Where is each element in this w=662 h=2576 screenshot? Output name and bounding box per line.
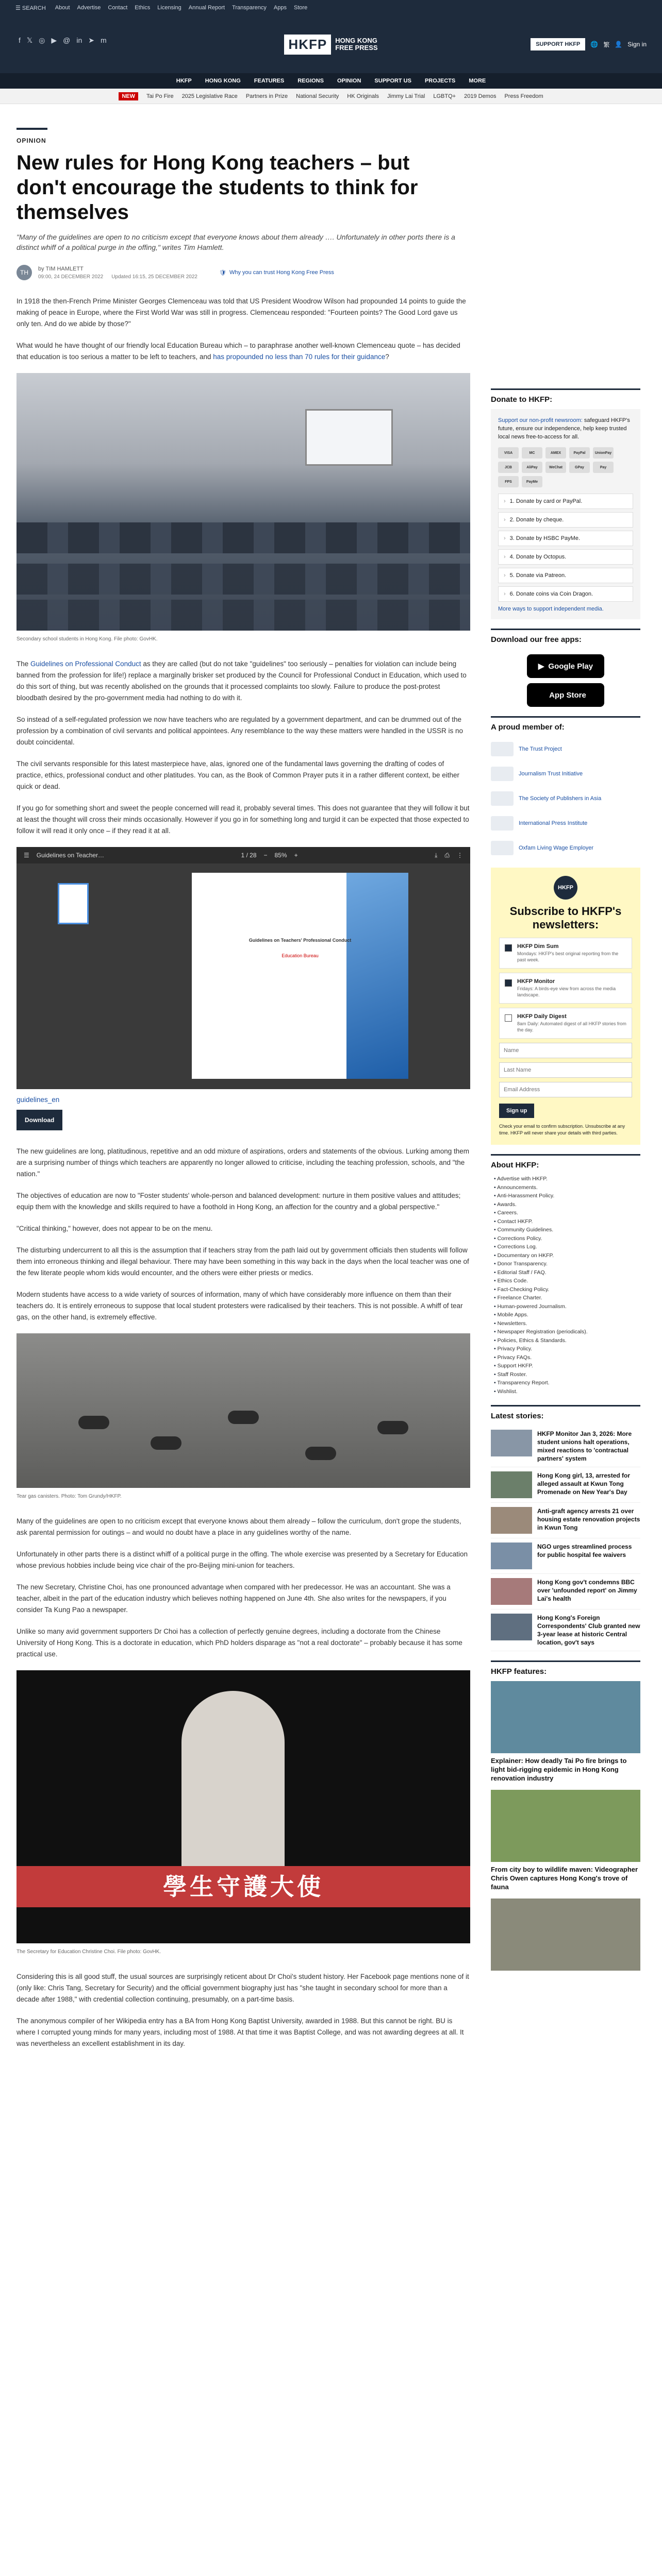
desk-row	[16, 600, 470, 631]
figure-caption: Tear gas canisters. Photo: Tom Grundy/HKFP.	[16, 1494, 122, 1499]
about-link[interactable]: • Donor Transparency.	[494, 1260, 640, 1268]
checkbox-checked[interactable]	[505, 944, 512, 952]
paragraph: Modern students have access to a wide variety of sources of information, many of which have considerably more influence on them than their teachers do. It is entirely erroneous to suppose that local student protesters were radicalised by their teachers. This is not possible. A whiff of tear gas, on the other hand, is extremely effective.	[16, 1291, 463, 1321]
latest-story[interactable]: NGO urges streamlined process for public hospital fee waivers	[491, 1538, 640, 1574]
canister	[305, 1447, 336, 1460]
checkbox-unchecked[interactable]	[505, 1014, 512, 1022]
top-link[interactable]: Advertise	[77, 5, 101, 11]
publish-date: 09:00, 24 DECEMBER 2022	[38, 274, 104, 280]
feature-card[interactable]: Explainer: How deadly Tai Po fire brings to light bid-rigging epidemic in Hong Kong renovation industry	[491, 1681, 640, 1783]
cover-graphic	[346, 873, 408, 1079]
donate-option[interactable]: › 4. Donate by Octopus.	[498, 549, 633, 565]
top-link[interactable]: Annual Report	[188, 5, 225, 11]
more-icon[interactable]: ⋮	[457, 852, 464, 859]
paragraph: Unlike so many avid government supporters Dr Choi has a collection of perfectly genuine degrees, including a doctorate from the Chinese University of Hong Kong. This is a doctorate in education, which PhD holders disparage as "not a real doctorate" – probably because it has some practical use.	[16, 1628, 462, 1658]
support-button[interactable]: SUPPORT HKFP	[531, 38, 585, 50]
paragraph: In 1918 the then-French Prime Minister Georges Clemenceau was told that US President Woodrow Wilson had propounded 14 points to guide the making of peace in Europe, where the First World War was still in progress. Clemenceau responded: "Fourteen points? The Good Lord gave us only ten. And do we abide by those?"	[16, 297, 466, 328]
instagram-icon[interactable]: ◎	[39, 36, 45, 44]
paragraph: The anonymous compiler of her Wikipedia entry has a BA from Hong Kong Baptist University, awarded in 1988. But this cannot be right. BU is where I corrupted young minds for many years, including most of 1988. At that time it was Baptist College, and was not awarding degrees at all. It was nevertheless an excellent establishment in its day.	[16, 2017, 464, 2047]
about-link[interactable]: • Announcements.	[494, 1183, 640, 1192]
story-thumbnail	[491, 1578, 532, 1605]
paragraph: Considering this is all good stuff, the usual sources are surprisingly reticent about Dr Choi's student history. Her Facebook page mentions none of it (only like: Chris Tang, Secretary for Security) and the official government biography just has "she taught in secondary school for more than a decade after 1988," with credential collection continuing, presumably, on a part-time basis.	[16, 1973, 469, 2003]
name-input[interactable]	[499, 1043, 632, 1058]
figure-canisters	[16, 1333, 470, 1502]
trending-link[interactable]: Jimmy Lai Trial	[387, 93, 425, 99]
newsletter-fine-print: Check your email to confirm subscription. Unsubscribe at any time. HKFP will never share your details with third parties.	[499, 1124, 625, 1136]
applepay-icon: Pay	[593, 462, 614, 473]
pdf-page-indicator: 1 / 28	[241, 852, 257, 859]
hkfp-logo-small: HKFP	[554, 876, 577, 900]
desk-row	[16, 522, 470, 553]
latest-story[interactable]: Hong Kong's Foreign Correspondents' Club granted new 3-year lease at historic Central location, gov't says	[491, 1609, 640, 1651]
x-icon[interactable]: 𝕏	[26, 36, 33, 44]
mastercard-icon: MC	[522, 447, 542, 459]
member-logo[interactable]: International Press Institute	[491, 811, 640, 836]
linkedin-icon[interactable]: in	[76, 36, 82, 44]
about-link[interactable]: • Advertise with HKFP.	[494, 1175, 640, 1183]
paragraph: The new guidelines are long, platitudinous, repetitive and an odd mixture of aspirations, orders and statements of the obvious. Lurking among them are a surprising number of things which teachers are apparently no longer allowed to criticise, including the teaching profession, schools, and "the nation."	[16, 1147, 470, 1178]
about-link[interactable]: • Privacy FAQs.	[494, 1353, 640, 1362]
trending-link[interactable]: National Security	[296, 93, 339, 99]
author-name[interactable]: by TIM HAMLETT	[38, 265, 84, 272]
nav-item[interactable]: HKFP	[176, 78, 192, 84]
updated-date: Updated 16:15, 25 DECEMBER 2022	[111, 274, 197, 280]
about-link[interactable]: • Support HKFP.	[494, 1362, 640, 1370]
about-link[interactable]: • Newspaper Registration (periodicals).	[494, 1328, 640, 1336]
download-icon[interactable]: ⤓	[435, 852, 438, 859]
chevron-right-icon: ›	[504, 572, 506, 579]
page-content	[16, 128, 646, 2060]
top-bar	[0, 0, 662, 15]
canister	[228, 1411, 259, 1424]
trending-bar	[0, 89, 662, 104]
menu-icon[interactable]: ☰	[24, 852, 29, 859]
portrait-photo	[16, 1670, 470, 1943]
figure-portrait	[16, 1670, 470, 1958]
top-link[interactable]: Licensing	[157, 5, 181, 11]
youtube-icon[interactable]: ▶	[51, 36, 57, 44]
newsletter-option[interactable]: HKFP Daily Digest 8am Daily: Automated digest of all HKFP stories from the day.	[499, 1008, 632, 1039]
about-link[interactable]: • Human-powered Journalism.	[494, 1302, 640, 1311]
chevron-right-icon: ›	[504, 535, 506, 541]
desk-row	[16, 564, 470, 595]
latest-story[interactable]: Hong Kong girl, 13, arrested for alleged assault at Kwun Tong Promenade on New Year's Day	[491, 1467, 640, 1503]
mastodon-icon[interactable]: m	[101, 36, 107, 44]
language-toggle[interactable]: 繁	[603, 41, 610, 48]
figure-caption: Secondary school students in Hong Kong. File photo: GovHK.	[16, 636, 158, 642]
nav-item[interactable]: REGIONS	[297, 78, 324, 84]
signup-button[interactable]: Sign up	[499, 1104, 534, 1118]
shield-icon: 🛡	[219, 269, 226, 276]
nav-item[interactable]: PROJECTS	[424, 78, 456, 84]
feature-image	[491, 1790, 640, 1862]
pdf-cover-title: Guidelines on Teachers' Professional Conduct	[249, 938, 352, 943]
new-badge: NEW	[119, 92, 138, 100]
paragraph: Unfortunately in other parts there is a distinct whiff of a political purge in the offing. The whole exercise was presented by a Secretary for Education whose previous hobbies include being vice chair of the pro-Beijing mini-union for teachers.	[16, 1550, 468, 1569]
article-meta	[38, 274, 197, 280]
signin-link[interactable]: Sign in	[627, 41, 647, 48]
trending-link[interactable]: 2025 Legislative Race	[181, 93, 238, 99]
about-link[interactable]: • Transparency Report.	[494, 1379, 640, 1387]
zoom-out-icon[interactable]: −	[263, 852, 268, 859]
classroom-photo	[16, 373, 470, 631]
latest-story[interactable]: Anti-graft agency arrests 21 over housing estate renovation projects in Kwun Tong	[491, 1503, 640, 1538]
trending-link[interactable]: LGBTQ+	[433, 93, 456, 99]
top-link[interactable]: Store	[294, 5, 308, 11]
member-logo[interactable]: The Society of Publishers in Asia	[491, 786, 640, 811]
paragraph: Many of the guidelines are open to no criticism except that everyone knows about them already – follow the curriculum, don't grope the students, ask parental permission for outings – and would no doubt have a place in any guidelines worthy of the name.	[16, 1517, 461, 1536]
top-link[interactable]: Contact	[108, 5, 128, 11]
paragraph: The Guidelines on Professional Conduct as they are called (but do not take "guidelines" too seriously – penalties for violation can include being banned from the profession for life!) replace a marginally brisker set produced by the Council for Professional Conduct in Education, which used to do this sort of thing, but was recently abolished on the grounds that it processed complaints too slowly. Failure to produce the post-protest bloodbath desired by the pro-government media had nothing to do with it.	[16, 660, 467, 702]
paragraph: So instead of a self-regulated profession we now have teachers who are regulated by a government department, and can be drummed out of the profession by a combination of civil servants and political appointees. Any resemblance to the way these matters were handled in the USSR is no doubt coincidental.	[16, 716, 463, 746]
figure-classroom	[16, 373, 470, 645]
top-link[interactable]: Transparency	[232, 5, 267, 11]
donate-box	[491, 409, 640, 619]
nav-item[interactable]: SUPPORT US	[374, 78, 411, 84]
about-link[interactable]: • Editorial Staff / FAQ.	[494, 1268, 640, 1277]
gpay-icon: GPay	[569, 462, 590, 473]
sopa-icon	[491, 791, 514, 806]
unionpay-icon: UnionPay	[593, 447, 614, 459]
paragraph: The new Secretary, Christine Choi, has one pronounced advantage when compared with her predecessor. He was an accountant. She was a teacher, albeit in the part of the education industry which believes nothing happened on June 4th. She also writes for the newspapers, if you consider Ta Kung Pao a newspaper.	[16, 1583, 451, 1614]
top-nav	[55, 5, 308, 11]
about-link[interactable]: • Policies, Ethics & Standards.	[494, 1336, 640, 1345]
main-nav	[0, 73, 662, 89]
features-heading: HKFP features:	[491, 1660, 640, 1681]
story-thumbnail	[491, 1471, 532, 1498]
speaker-figure	[181, 1691, 285, 1887]
pdf-page	[192, 873, 408, 1079]
story-thumbnail	[491, 1543, 532, 1569]
about-heading: About HKFP:	[491, 1154, 640, 1175]
more-ways-link[interactable]: More ways to support independent media.	[498, 606, 604, 612]
checkbox-checked[interactable]	[505, 979, 512, 987]
latest-heading: Latest stories:	[491, 1405, 640, 1426]
paypal-icon: PayPal	[569, 447, 590, 459]
about-list	[491, 1175, 640, 1396]
about-link[interactable]: • Mobile Apps.	[494, 1311, 640, 1319]
zoom-in-icon[interactable]: +	[294, 852, 298, 859]
top-link[interactable]: Ethics	[135, 5, 151, 11]
about-link[interactable]: • Anti-Harassment Policy.	[494, 1192, 640, 1200]
member-heading: A proud member of:	[491, 716, 640, 737]
article-title: New rules for Hong Kong teachers – but don't encourage the students to think for themselves	[16, 151, 418, 224]
pdf-filename: Guidelines on Teacher…	[36, 852, 104, 859]
donate-link[interactable]: Support our non-profit newsroom:	[498, 417, 583, 423]
paragraph: The civil servants responsible for this latest masterpiece have, alas, ignored one of the fundamental laws governing the drafting of codes of practice, ethics, professional conduct and other platitudes. You can, as the Book of Common Prayer puts it in a rather different context, be either quick or dead.	[16, 760, 459, 790]
trust-label: Why you can trust Hong Kong Free Press	[229, 269, 334, 276]
oxfam-icon	[491, 841, 514, 855]
paragraph: The objectives of education are now to "Foster students' whole-person and balanced development: nurture in them positive values and attitudes; equip them with the knowledge and skills required to have a foothold in Hong Kong, an affection for the country and a global perspective."	[16, 1192, 461, 1211]
nav-item[interactable]: MORE	[469, 78, 486, 84]
google-play-button[interactable]: ▶ Google Play	[527, 654, 604, 678]
threads-icon[interactable]: @	[63, 36, 71, 44]
search-link[interactable]: ☰ SEARCH	[15, 5, 46, 11]
newsletter-option[interactable]: HKFP Monitor Fridays: A birds-eye view from across the media landscape.	[499, 973, 632, 1004]
visa-icon: VISA	[498, 447, 519, 459]
alipay-icon: AliPay	[522, 462, 542, 473]
inline-link[interactable]: Guidelines on Professional Conduct	[30, 660, 141, 668]
play-icon: ▶	[538, 662, 544, 671]
about-link[interactable]: • Careers.	[494, 1209, 640, 1217]
byline-text	[38, 266, 197, 280]
trending-link[interactable]: Tai Po Fire	[146, 93, 174, 99]
donate-text: Support our non-profit newsroom: safeguard HKFP's future, ensure our independence, help keep trusted local news free-to-access for all.	[498, 417, 630, 440]
member-logo[interactable]: The Trust Project	[491, 737, 640, 761]
feature-image	[491, 1899, 640, 1971]
newsletter-title: Subscribe to HKFP's newsletters:	[509, 905, 622, 931]
paragraph: What would he have thought of our friendly local Education Bureau which – to paraphrase another well-known Clemenceau quote – has decided that education is too serious a matter to be left to teachers, and has propounded no less than 70 rules for their guidance?	[16, 342, 460, 361]
masthead	[0, 15, 662, 73]
chevron-right-icon: ›	[504, 554, 506, 560]
pdf-cover-issuer: Education Bureau	[282, 953, 319, 958]
photo-banner: 學生守護大使	[16, 1866, 470, 1907]
latest-story[interactable]: HKFP Monitor Jan 3, 2026: More student unions halt operations, mixed reactions to 'contractual partners' system	[491, 1426, 640, 1467]
jcb-icon: JCB	[498, 462, 519, 473]
trending-link[interactable]: 2019 Demos	[464, 93, 496, 99]
about-link[interactable]: • Fact-Checking Policy.	[494, 1285, 640, 1294]
chevron-right-icon: ›	[504, 498, 506, 504]
columns	[16, 296, 646, 2060]
user-icon[interactable]: 👤	[615, 41, 623, 48]
app-store-button[interactable]: App Store	[527, 683, 604, 707]
donate-option[interactable]: › 1. Donate by card or PayPal.	[498, 494, 633, 509]
member-logo[interactable]: Journalism Trust Initiative	[491, 761, 640, 786]
ipi-icon	[491, 816, 514, 831]
newsletter-option[interactable]: HKFP Dim Sum Mondays: HKFP's best original reporting from the past week.	[499, 938, 632, 969]
pdf-file-link[interactable]: guidelines_en	[16, 1096, 60, 1104]
amex-icon: AMEX	[545, 447, 566, 459]
canisters-photo	[16, 1333, 470, 1488]
inline-link[interactable]: has propounded no less than 70 rules for their guidance	[213, 353, 386, 361]
hkfp-logo[interactable]	[284, 35, 377, 55]
article-standfirst: "Many of the guidelines are open to no criticism except that everyone knows about them already …. Unfortunately in other ports there is a distinct whiff of a political purge in the offing," writes Tim Hamlett.	[16, 233, 455, 251]
trust-project-icon	[491, 742, 514, 756]
about-link[interactable]: • Documentary on HKFP.	[494, 1251, 640, 1260]
download-button[interactable]: Download	[16, 1110, 62, 1130]
sidebar	[491, 296, 640, 2060]
apps-heading: Download our free apps:	[491, 629, 640, 649]
chevron-right-icon: ›	[504, 591, 506, 597]
header-tools	[531, 38, 647, 50]
print-icon[interactable]: ⎙	[444, 852, 450, 859]
canister	[78, 1416, 109, 1429]
about-link[interactable]: • Contact HKFP.	[494, 1217, 640, 1226]
trust-link[interactable]	[219, 269, 334, 276]
about-link[interactable]: • Corrections Policy.	[494, 1234, 640, 1243]
feature-image	[491, 1681, 640, 1753]
story-thumbnail	[491, 1614, 532, 1640]
section-label[interactable]: OPINION	[16, 137, 46, 144]
canister	[377, 1421, 408, 1434]
nav-item[interactable]: OPINION	[337, 78, 361, 84]
newsletter-box	[491, 868, 640, 1145]
latest-story[interactable]: Hong Kong gov't condemns BBC over 'unfounded report' on Jimmy Lai's health	[491, 1574, 640, 1609]
top-link[interactable]: About	[55, 5, 70, 11]
feature-card[interactable]	[491, 1899, 640, 1971]
about-link[interactable]: • Wishlist.	[494, 1387, 640, 1396]
fps-icon: FPS	[498, 476, 519, 487]
facebook-icon[interactable]: f	[19, 36, 21, 44]
logo-mark: HKFP	[284, 35, 331, 55]
trending-link[interactable]: Press Freedom	[504, 93, 543, 99]
projector-screen	[305, 409, 393, 466]
about-link[interactable]: • Corrections Log.	[494, 1243, 640, 1251]
jti-icon	[491, 767, 514, 781]
chevron-right-icon: ›	[504, 517, 506, 523]
story-thumbnail	[491, 1430, 532, 1456]
trending-link[interactable]: HK Originals	[347, 93, 379, 99]
article-body	[16, 296, 470, 2060]
member-logo[interactable]: Oxfam Living Wage Employer	[491, 836, 640, 860]
byline	[16, 265, 646, 280]
payme-icon: PayMe	[522, 476, 542, 487]
figure-caption: The Secretary for Education Christine Choi. File photo: GovHK.	[16, 1949, 161, 1955]
section-rule	[16, 128, 47, 130]
donate-option[interactable]: › 3. Donate by HSBC PayMe.	[498, 531, 633, 546]
about-link[interactable]: • Privacy Policy.	[494, 1345, 640, 1353]
about-link[interactable]: • Community Guidelines.	[494, 1226, 640, 1234]
pdf-viewer[interactable]	[16, 847, 470, 1089]
about-link[interactable]: • Staff Roster.	[494, 1370, 640, 1379]
telegram-icon[interactable]: ➤	[88, 36, 95, 44]
payment-icons	[498, 447, 633, 487]
donate-option[interactable]: › 6. Donate coins via Coin Dragon.	[498, 586, 633, 602]
paragraph: If you go for something short and sweet the people concerned will read it, probably several times. This does not guarantee that they will follow it but at least the thought will cross their minds occasionally. However if you go in for something long and turgid it can be expected that those expected to follow it will read it only once – if they read it at all.	[16, 804, 470, 835]
pdf-zoom: 85%	[274, 852, 287, 859]
about-link[interactable]: • Newsletters.	[494, 1319, 640, 1328]
feature-card[interactable]: From city boy to wildlife maven: Videographer Chris Owen captures Hong Kong's trove of fauna	[491, 1790, 640, 1891]
paragraph: "Critical thinking," however, does not appear to be on the menu.	[16, 1225, 213, 1232]
nav-item[interactable]: HONG KONG	[205, 78, 241, 84]
about-link[interactable]: • Freelance Charter.	[494, 1294, 640, 1302]
top-link[interactable]: Apps	[273, 5, 287, 11]
last-name-input[interactable]	[499, 1062, 632, 1078]
social-icons	[19, 36, 107, 45]
trending-link[interactable]: Partners in Prize	[245, 93, 288, 99]
pdf-toolbar	[16, 847, 470, 863]
email-input[interactable]	[499, 1082, 632, 1097]
paragraph: The disturbing undercurrent to all this is the assumption that if teachers stray from the path laid out by government officials then students will follow them into erroneous thinking and illegal behaviour. There may have been something in this way back in the days when the local teacher was one of the few literate people whom kids would encounter, and the others were either priests or medics.	[16, 1246, 469, 1277]
donate-option[interactable]: › 5. Donate via Patreon.	[498, 568, 633, 583]
donate-option[interactable]: › 2. Donate by cheque.	[498, 512, 633, 528]
about-link[interactable]: • Awards.	[494, 1200, 640, 1209]
globe-icon[interactable]: 🌐	[590, 41, 599, 48]
wechat-icon: WeChat	[545, 462, 566, 473]
donate-heading: Donate to HKFP:	[491, 388, 640, 409]
author-avatar: TH	[16, 265, 32, 280]
about-link[interactable]: • Ethics Code.	[494, 1277, 640, 1285]
logo-text: HONG KONG FREE PRESS	[335, 37, 378, 52]
canister	[151, 1436, 181, 1450]
pdf-thumbnail[interactable]	[58, 883, 89, 924]
nav-item[interactable]: FEATURES	[254, 78, 285, 84]
story-thumbnail	[491, 1507, 532, 1534]
